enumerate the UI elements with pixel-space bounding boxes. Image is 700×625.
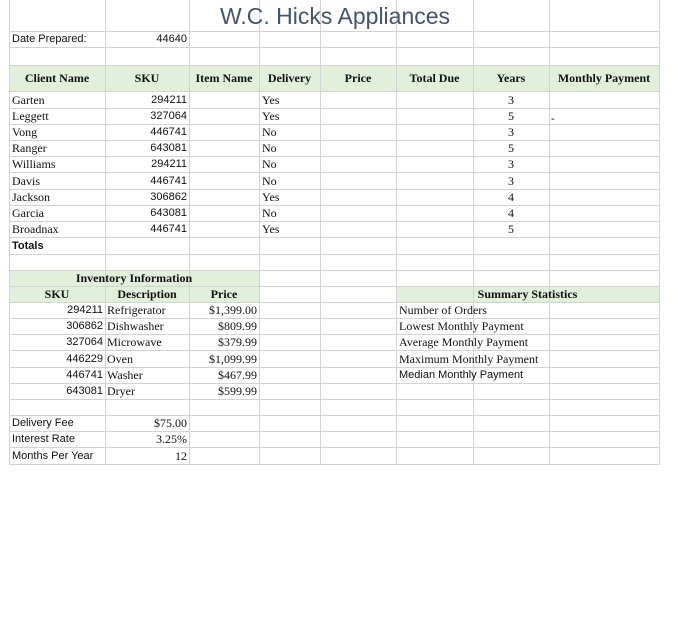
inventory-description[interactable]: Dryer bbox=[107, 384, 135, 398]
order-years[interactable]: 3 bbox=[508, 174, 514, 188]
order-client[interactable]: Leggett bbox=[12, 109, 49, 123]
inventory-price[interactable]: $809.99 bbox=[218, 319, 257, 333]
order-delivery[interactable]: Yes bbox=[262, 93, 280, 107]
orders-header-price: Price bbox=[344, 71, 372, 85]
order-delivery[interactable]: No bbox=[262, 141, 277, 155]
inventory-price[interactable]: $379.99 bbox=[218, 335, 257, 349]
inventory-price[interactable]: $1,099.99 bbox=[209, 352, 257, 366]
order-years[interactable]: 4 bbox=[508, 206, 514, 220]
order-client[interactable]: Ranger bbox=[12, 141, 47, 155]
order-sku[interactable]: 294211 bbox=[151, 158, 187, 170]
totals-label: Totals bbox=[12, 240, 44, 252]
inventory-sku[interactable]: 306862 bbox=[66, 320, 103, 332]
sheet-title: W.C. Hicks Appliances bbox=[219, 3, 451, 29]
order-delivery[interactable]: Yes bbox=[262, 190, 280, 204]
inventory-sku[interactable]: 294211 bbox=[67, 304, 103, 316]
order-client[interactable]: Davis bbox=[12, 174, 40, 188]
stray-mark: - bbox=[551, 113, 555, 125]
orders-header-monthly-payment: Monthly Payment bbox=[557, 71, 651, 85]
order-years[interactable]: 5 bbox=[508, 141, 514, 155]
order-delivery[interactable]: Yes bbox=[262, 109, 280, 123]
order-sku[interactable]: 446741 bbox=[150, 223, 187, 235]
orders-header-item: Item Name bbox=[195, 71, 253, 85]
order-sku[interactable]: 327064 bbox=[150, 110, 187, 122]
summary-item-lowest-monthly-payment: Lowest Monthly Payment bbox=[399, 319, 524, 333]
order-sku[interactable]: 446741 bbox=[150, 175, 187, 187]
inventory-header-price: Price bbox=[210, 287, 238, 301]
inventory-price[interactable]: $599.99 bbox=[218, 384, 257, 398]
order-sku[interactable]: 306862 bbox=[150, 191, 187, 203]
order-sku[interactable]: 643081 bbox=[150, 207, 187, 219]
inventory-description[interactable]: Oven bbox=[107, 352, 133, 366]
orders-header-sku: SKU bbox=[134, 71, 160, 85]
inventory-sku[interactable]: 643081 bbox=[66, 385, 103, 397]
order-delivery[interactable]: Yes bbox=[262, 222, 280, 236]
delivery-fee-label: Delivery Fee bbox=[12, 417, 74, 429]
order-years[interactable]: 4 bbox=[508, 190, 514, 204]
summary-title: Summary Statistics bbox=[477, 287, 578, 301]
summary-item-median-monthly-payment: Median Monthly Payment bbox=[399, 369, 524, 381]
order-client[interactable]: Vong bbox=[12, 125, 38, 139]
months-per-year-value[interactable]: 12 bbox=[175, 449, 187, 463]
date-prepared-value[interactable]: 44640 bbox=[156, 33, 187, 45]
order-delivery[interactable]: No bbox=[262, 206, 277, 220]
orders-header-total-due: Total Due bbox=[409, 71, 460, 85]
order-client[interactable]: Garcia bbox=[12, 206, 44, 220]
delivery-fee-value[interactable]: $75.00 bbox=[154, 416, 187, 430]
orders-header-years: Years bbox=[496, 71, 526, 85]
inventory-header-description: Description bbox=[117, 287, 177, 301]
interest-rate-value[interactable]: 3.25% bbox=[156, 432, 187, 446]
orders-header-delivery: Delivery bbox=[267, 71, 312, 85]
interest-rate-label: Interest Rate bbox=[12, 433, 75, 445]
inventory-description[interactable]: Washer bbox=[107, 368, 143, 382]
order-client[interactable]: Broadnax bbox=[12, 222, 59, 236]
order-delivery[interactable]: No bbox=[262, 157, 277, 171]
inventory-description[interactable]: Refrigerator bbox=[107, 303, 166, 317]
inventory-sku[interactable]: 446741 bbox=[66, 369, 103, 381]
order-years[interactable]: 5 bbox=[508, 222, 514, 236]
orders-header-client: Client Name bbox=[24, 71, 90, 85]
date-prepared-label: Date Prepared: bbox=[12, 33, 87, 45]
order-client[interactable]: Williams bbox=[12, 157, 56, 171]
order-client[interactable]: Jackson bbox=[12, 190, 50, 204]
order-years[interactable]: 5 bbox=[508, 109, 514, 123]
order-delivery[interactable]: No bbox=[262, 125, 277, 139]
order-delivery[interactable]: No bbox=[262, 174, 277, 188]
inventory-description[interactable]: Dishwasher bbox=[107, 319, 164, 333]
order-client[interactable]: Garten bbox=[12, 93, 45, 107]
inventory-header-sku: SKU bbox=[44, 287, 70, 301]
inventory-price[interactable]: $1,399.00 bbox=[209, 303, 257, 317]
order-sku[interactable]: 446741 bbox=[150, 126, 187, 138]
order-years[interactable]: 3 bbox=[508, 125, 514, 139]
inventory-sku[interactable]: 327064 bbox=[66, 336, 103, 348]
order-sku[interactable]: 294211 bbox=[151, 94, 187, 106]
summary-item-number-of-orders: Number of Orders bbox=[399, 303, 487, 317]
order-years[interactable]: 3 bbox=[508, 93, 514, 107]
order-sku[interactable]: 643081 bbox=[150, 142, 187, 154]
inventory-price[interactable]: $467.99 bbox=[218, 368, 257, 382]
summary-item-maximum-monthly-payment: Maximum Monthly Payment bbox=[399, 352, 539, 366]
order-years[interactable]: 3 bbox=[508, 157, 514, 171]
inventory-title: Inventory Information bbox=[75, 271, 193, 285]
months-per-year-label: Months Per Year bbox=[12, 450, 94, 462]
summary-item-average-monthly-payment: Average Monthly Payment bbox=[399, 335, 529, 349]
inventory-description[interactable]: Microwave bbox=[107, 335, 162, 349]
inventory-sku[interactable]: 446229 bbox=[66, 353, 103, 365]
